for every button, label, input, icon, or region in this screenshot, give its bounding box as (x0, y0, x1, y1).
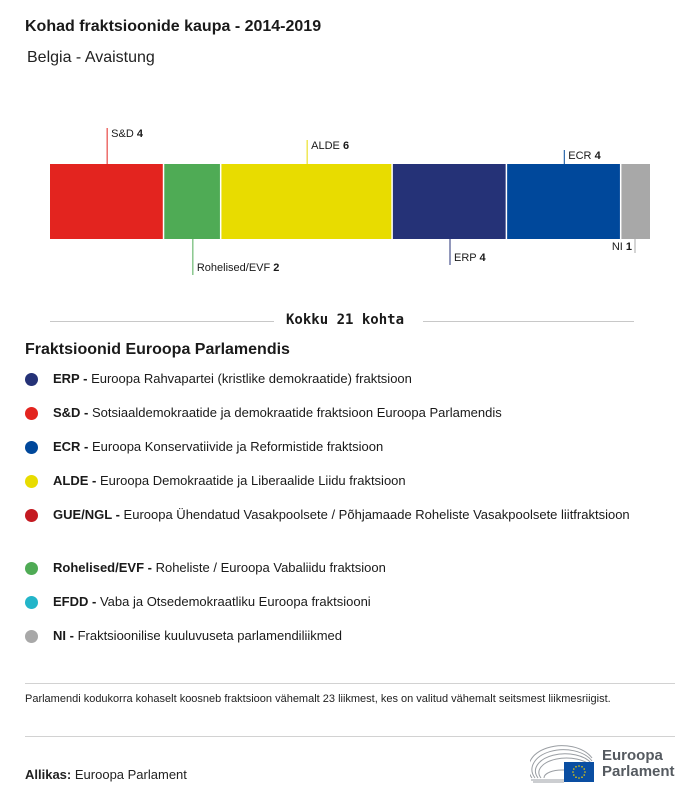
legend-item-description: Euroopa Demokraatide ja Liberaalide Liidu fraktsioon (99, 473, 406, 488)
legend-item-text (53, 438, 633, 456)
legend-item-text (53, 627, 633, 645)
eu-star-icon (583, 774, 585, 776)
logo-text-line2: Parlament (602, 763, 675, 780)
legend-dot-icon (25, 373, 38, 386)
legend-item-description: Vaba ja Otsedemokraatliku Euroopa fraktsiooni (99, 594, 371, 609)
bar-segment-erp (393, 164, 506, 239)
eu-star-icon (578, 777, 580, 779)
legend-item-abbr: S&D - (53, 405, 92, 420)
legend-dot-icon (25, 475, 38, 488)
legend-title: Fraktsioonid Euroopa Parlamendis (25, 341, 290, 358)
legend-dot-icon (25, 596, 38, 609)
legend-item-abbr: ECR - (53, 439, 92, 454)
legend-item-description: Fraktsioonilise kuuluvuseta parlamendiliikmed (77, 628, 343, 643)
bar-label-value: 2 (273, 262, 280, 274)
eu-star-icon (584, 771, 586, 773)
bar-label-value: 1 (625, 241, 632, 253)
eu-star-icon (581, 776, 583, 778)
divider (25, 736, 675, 737)
legend-item-description: Euroopa Ühendatud Vasakpoolsete / Põhjamaade Roheliste Vasakpoolsete liitfraktsioon (123, 507, 630, 522)
bar-segment-rohelised-evf (164, 164, 220, 239)
legend-item-abbr: ERP - (53, 371, 92, 386)
legend-dot-icon (25, 562, 38, 575)
bar-segment-ecr (507, 164, 620, 239)
legend-item-abbr: EFDD - (53, 594, 100, 609)
bar-segment-alde (221, 164, 391, 239)
bar-label-name: ECR (568, 150, 595, 162)
legend-item-description: Euroopa Rahvapartei (kristlike demokraatide) fraktsioon (91, 371, 412, 386)
bar-label-value: 4 (136, 128, 143, 140)
eu-star-icon (573, 768, 575, 770)
seat-distribution-chart (0, 0, 700, 300)
legend-item-abbr: ALDE - (53, 473, 100, 488)
chart-title: Kohad fraktsioonide kaupa - 2014-2019 (25, 18, 322, 35)
bar-label-value: 6 (342, 140, 350, 152)
eu-star-icon (572, 771, 574, 773)
eu-star-icon (575, 776, 577, 778)
parliament-hemicycle-icon (530, 744, 600, 786)
eu-star-icon (575, 766, 577, 768)
bar-label-value: 4 (594, 150, 601, 162)
bar-segment-s-d (50, 164, 163, 239)
eu-star-icon (583, 768, 585, 770)
eu-star-icon (573, 774, 575, 776)
bar-label-name: ERP (454, 252, 480, 264)
bar-segment-ni (621, 164, 650, 239)
legend-item-abbr: NI - (53, 628, 78, 643)
bar-label-ni (612, 241, 632, 253)
legend-item-text (53, 559, 633, 577)
bar-label-value: 4 (479, 252, 486, 264)
bar-label-name: S&D (111, 128, 137, 140)
source (25, 767, 187, 782)
footnote: Parlamendi kodukorra kohaselt koosneb fraktsioon vähemalt 23 liikmest, kes on valitud vähemalt seitsmest liikmesriigist. (25, 693, 611, 705)
legend-item-abbr: Rohelised/EVF - (53, 560, 156, 575)
european-parliament-logo (530, 744, 680, 786)
legend-dot-icon (25, 630, 38, 643)
total-divider-right (423, 321, 634, 322)
legend-item-text (53, 404, 633, 422)
bar-label-alde (311, 140, 349, 152)
divider (25, 683, 675, 684)
eu-star-icon (581, 766, 583, 768)
source-value: Euroopa Parlament (74, 767, 187, 782)
legend-item-text (53, 593, 633, 611)
bar-label-name: NI (611, 241, 626, 253)
total-seats (0, 310, 700, 334)
legend-dot-icon (25, 407, 38, 420)
legend-item-description: Roheliste / Euroopa Vabaliidu fraktsioon (155, 560, 386, 575)
logo-text (602, 748, 675, 780)
bar-label-name: Rohelised/EVF (196, 262, 274, 274)
legend-dot-icon (25, 509, 38, 522)
bar-label-erp (454, 252, 486, 264)
total-divider-left (50, 321, 274, 322)
logo-text-line1: Euroopa (602, 747, 663, 764)
bar-label-name: ALDE (311, 140, 343, 152)
eu-flag-icon (564, 762, 594, 782)
eu-star-icon (578, 765, 580, 767)
total-seats-label: Kokku 21 kohta (286, 312, 405, 328)
legend-dot-icon (25, 441, 38, 454)
legend-item-text (53, 472, 633, 490)
bar-label-s-d (111, 128, 144, 140)
source-label: Allikas: (25, 767, 72, 782)
legend-item-text (53, 370, 633, 388)
legend-item-text (53, 506, 633, 524)
legend-item-description: Euroopa Konservatiivide ja Reformistide fraktsioon (92, 439, 384, 454)
bar-label-rohelised-evf (197, 262, 280, 274)
legend-item-description: Sotsiaaldemokraatide ja demokraatide fraktsioon Euroopa Parlamendis (92, 405, 502, 420)
bar-label-ecr (568, 150, 601, 162)
chart-subtitle: Belgia - Avaistung (27, 49, 155, 66)
legend-item-abbr: GUE/NGL - (53, 507, 124, 522)
